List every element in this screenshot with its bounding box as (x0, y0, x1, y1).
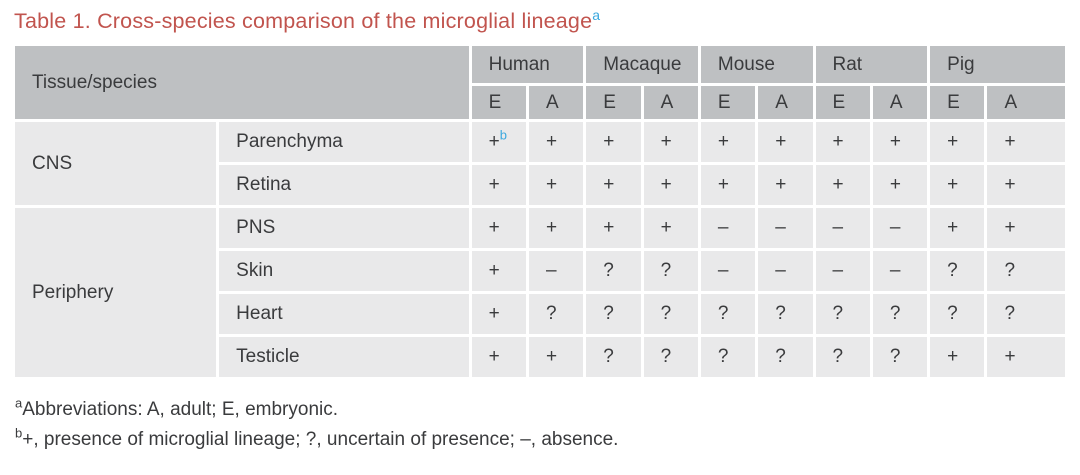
value-cell: ? (701, 337, 755, 377)
value-cell: ? (987, 251, 1065, 291)
value-cell: ? (758, 294, 812, 334)
value-cell: ? (987, 294, 1065, 334)
value-cell: + (529, 208, 583, 248)
table-title-text: Table 1. Cross-species comparison of the microglial lineage (14, 9, 593, 33)
footnote-a-marker: a (15, 395, 23, 411)
value-cell: + (930, 208, 984, 248)
value-cell: – (758, 208, 812, 248)
value-cell: ? (586, 251, 640, 291)
value-cell: ? (816, 337, 870, 377)
species-header-rat: Rat (816, 46, 928, 83)
value-cell: + (873, 122, 927, 162)
value-cell: – (873, 208, 927, 248)
stage-header: A (758, 86, 812, 119)
footnote-b (15, 425, 1068, 455)
value-cell: ? (644, 251, 698, 291)
footnote-b-text: +, presence of microglial lineage; ?, uncertain of presence; –, absence. (22, 429, 619, 450)
value-cell: + (529, 165, 583, 205)
species-header-human: Human (472, 46, 584, 83)
value-cell: – (701, 208, 755, 248)
header-row-species (15, 46, 1065, 83)
value-cell: + (987, 165, 1065, 205)
value-cell: – (758, 251, 812, 291)
category-cell-cns: CNS (15, 122, 216, 205)
value-cell: ? (586, 294, 640, 334)
value-cell: + (644, 208, 698, 248)
cross-species-table (12, 43, 1068, 380)
value-cell: ? (873, 337, 927, 377)
value-cell: – (816, 251, 870, 291)
value-cell: ? (816, 294, 870, 334)
value-cell: – (816, 208, 870, 248)
stage-header: E (930, 86, 984, 119)
value-cell: + (644, 122, 698, 162)
footnotes (15, 395, 1068, 455)
value-cell: ? (644, 294, 698, 334)
value-cell: + (930, 122, 984, 162)
table-row-parenchyma (15, 122, 1065, 162)
value-cell: ? (701, 294, 755, 334)
stage-header: E (701, 86, 755, 119)
value-cell: + (586, 122, 640, 162)
species-header-macaque: Macaque (586, 46, 698, 83)
value-cell: + (529, 337, 583, 377)
tissue-cell: PNS (219, 208, 468, 248)
category-cell-periphery: Periphery (15, 208, 216, 377)
tissue-cell: Heart (219, 294, 468, 334)
value-cell: + (987, 208, 1065, 248)
value-cell: ? (586, 337, 640, 377)
value-cell: ? (758, 337, 812, 377)
value-cell: + (472, 251, 526, 291)
value-cell: – (701, 251, 755, 291)
value-cell: ? (930, 251, 984, 291)
value-cell: ? (930, 294, 984, 334)
species-header-mouse: Mouse (701, 46, 813, 83)
footnote-a (15, 395, 1068, 425)
value-cell: + (472, 337, 526, 377)
value-cell: + (472, 165, 526, 205)
stage-header: A (873, 86, 927, 119)
value-cell: ? (529, 294, 583, 334)
title-footnote-marker-a: a (592, 6, 601, 23)
footnote-a-text: Abbreviations: A, adult; E, embryonic. (22, 399, 339, 420)
value-cell: + (529, 122, 583, 162)
value-cell: + (816, 165, 870, 205)
tissue-cell: Retina (219, 165, 468, 205)
tissue-cell: Testicle (219, 337, 468, 377)
species-header-pig: Pig (930, 46, 1065, 83)
value-cell: + (987, 122, 1065, 162)
value-cell: – (873, 251, 927, 291)
tissue-cell: Parenchyma (219, 122, 468, 162)
stage-header: A (529, 86, 583, 119)
stage-header: E (816, 86, 870, 119)
value-footnote-marker-b: b (499, 127, 507, 143)
value-cell: + (816, 122, 870, 162)
value-cell (472, 122, 526, 162)
footnote-b-marker: b (15, 425, 23, 441)
table-row-pns (15, 208, 1065, 248)
tissue-cell: Skin (219, 251, 468, 291)
stage-header: A (987, 86, 1065, 119)
value-cell: + (644, 165, 698, 205)
value-cell: + (758, 122, 812, 162)
value-cell: + (758, 165, 812, 205)
value-cell: + (930, 337, 984, 377)
value-cell: + (930, 165, 984, 205)
value-cell: + (586, 165, 640, 205)
value-cell: + (586, 208, 640, 248)
value-cell: + (701, 122, 755, 162)
value-cell: + (701, 165, 755, 205)
value-cell: + (873, 165, 927, 205)
stage-header: A (644, 86, 698, 119)
value-cell: ? (873, 294, 927, 334)
value-cell: + (987, 337, 1065, 377)
stage-header: E (586, 86, 640, 119)
corner-header-cell: Tissue/species (15, 46, 469, 119)
value-cell: + (472, 208, 526, 248)
stage-header: E (472, 86, 526, 119)
table-title (14, 6, 1068, 34)
value-cell: + (472, 294, 526, 334)
value-cell: – (529, 251, 583, 291)
value-text: + (488, 131, 500, 152)
value-cell: ? (644, 337, 698, 377)
